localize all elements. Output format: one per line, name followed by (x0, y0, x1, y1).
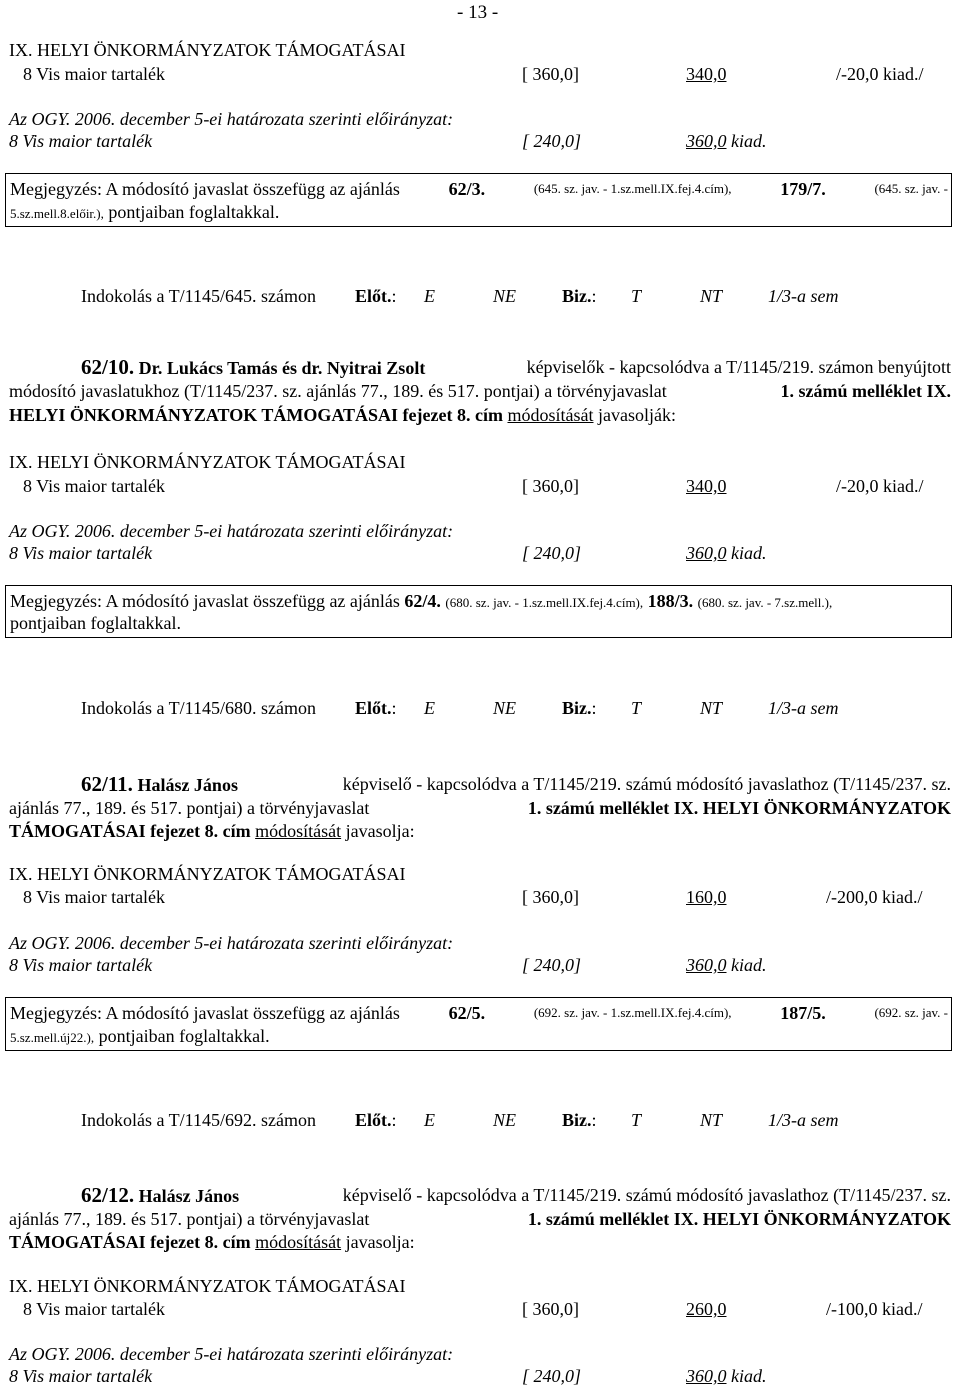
indokolas-row: Indokolás a T/1145/645. számon Előt.: E NE Biz.: T NT 1/3-a sem (81, 286, 839, 306)
amount-new: 260,0 (686, 1299, 727, 1319)
amendment-intro-text: ajánlás 77., 189. és 517. pontjai) a törvényjavaslat (9, 798, 370, 818)
ogy-bracket: [ 240,0] (522, 131, 582, 151)
vote-ne: NE (493, 286, 517, 306)
vote-sem: 1/3-a sem (768, 698, 839, 718)
section-heading: IX. HELYI ÖNKORMÁNYZATOK TÁMOGATÁSAI (9, 452, 406, 472)
ogy-amount: 360,0 (686, 955, 727, 975)
note-text: pontjaiban foglaltakkal. (10, 613, 181, 633)
vote-t: T (631, 1110, 642, 1130)
vote-ne: NE (493, 1110, 517, 1130)
amount-change: /-20,0 kiad./ (836, 64, 924, 84)
amendment-intro-line-3 (9, 820, 415, 842)
ogy-label: Az OGY. 2006. december 5-ei határozata szerinti előirányzat: (9, 521, 454, 541)
amendment-intro-text: képviselők - kapcsolódva a T/1145/219. számon benyújtott (526, 357, 951, 377)
indokolas-row: Indokolás a T/1145/692. számon Előt.: E NE Biz.: T NT 1/3-a sem (81, 1110, 839, 1130)
note-line-1 (10, 178, 948, 200)
note-detail: (645. sz. jav. - 1.sz.mell.IX.fej.4.cím), (533, 181, 732, 196)
amount-change: /-20,0 kiad./ (836, 476, 924, 496)
note-line-2 (10, 201, 279, 225)
note-detail: (680. sz. jav. - 7.sz.mell.), (697, 595, 833, 610)
note-detail: (692. sz. jav. - 1.sz.mell.IX.fej.4.cím), (533, 1005, 732, 1020)
amendment-number: 62/12. (81, 1183, 135, 1207)
note-ref: 188/3. (647, 591, 694, 611)
amendment-intro-text: képviselő - kapcsolódva a T/1145/219. számú módosító javaslathoz (T/1145/237. sz. (342, 774, 951, 794)
biz-label: Biz. (562, 1110, 592, 1130)
ogy-amount: 360,0 (686, 1366, 727, 1386)
amendment-intro-text: javasolja: (345, 1232, 415, 1252)
ogy-label: Az OGY. 2006. december 5-ei határozata szerinti előirányzat: (9, 109, 454, 129)
amendment-intro-bold: TÁMOGATÁSAI fejezet 8. cím (9, 821, 251, 841)
ogy-suffix: kiad. (731, 543, 767, 563)
note-box (5, 585, 952, 638)
ogy-label: Az OGY. 2006. december 5-ei határozata szerinti előirányzat: (9, 933, 454, 953)
amendment-intro-bold: 1. számú melléklet IX. HELYI ÖNKORMÁNYZATOK (527, 798, 951, 818)
vote-nt: NT (700, 698, 723, 718)
ogy-row (9, 130, 951, 152)
ogy-row (9, 954, 951, 976)
amendment-authors: Halász János (138, 1186, 240, 1206)
section-heading: IX. HELYI ÖNKORMÁNYZATOK TÁMOGATÁSAI (9, 864, 406, 884)
amendment-intro-line-3 (9, 404, 676, 426)
section-heading: IX. HELYI ÖNKORMÁNYZATOK TÁMOGATÁSAI (9, 1276, 406, 1296)
note-ref: 62/3. (448, 179, 486, 199)
amendment-intro-text: ajánlás 77., 189. és 517. pontjai) a törvényjavaslat (9, 1209, 370, 1229)
ogy-amount: 360,0 (686, 543, 727, 563)
note-line-1 (10, 590, 832, 614)
amendment-intro-line-2 (9, 380, 951, 402)
note-text: Megjegyzés: A módosító javaslat összefügg az ajánlás (10, 591, 400, 611)
amount-new: 160,0 (686, 887, 727, 907)
note-line-2 (10, 1025, 270, 1049)
amendment-intro-underline: módosítását (255, 821, 342, 841)
indokolas-text: Indokolás a T/1145/692. számon (81, 1110, 316, 1130)
note-text: pontjaiban foglaltakkal. (98, 1026, 270, 1046)
note-text: Megjegyzés: A módosító javaslat összefügg az ajánlás (10, 179, 400, 199)
note-detail: (680. sz. jav. - 1.sz.mell.IX.fej.4.cím), (445, 595, 644, 610)
ogy-row (9, 1365, 951, 1387)
line-item-label: 8 Vis maior tartalék (9, 131, 153, 151)
amendment-intro-line-1 (81, 1184, 951, 1207)
amount-new: 340,0 (686, 64, 727, 84)
elot-label: Előt. (355, 698, 392, 718)
note-detail: 5.sz.mell.új22.), (10, 1030, 95, 1045)
elot-label: Előt. (355, 286, 392, 306)
note-detail: (692. sz. jav. - (874, 1005, 948, 1020)
vote-ne: NE (493, 698, 517, 718)
amount-change: /-200,0 kiad./ (826, 887, 923, 907)
vote-nt: NT (700, 286, 723, 306)
vote-e: E (424, 286, 435, 306)
note-text: Megjegyzés: A módosító javaslat összefügg az ajánlás (10, 1003, 400, 1023)
ogy-bracket: [ 240,0] (522, 955, 582, 975)
vote-t: T (631, 698, 642, 718)
amendment-intro-bold: TÁMOGATÁSAI fejezet 8. cím (9, 1232, 251, 1252)
line-item-label: 8 Vis maior tartalék (9, 543, 153, 563)
amount-bracket: [ 360,0] (522, 887, 579, 907)
line-item-row (9, 475, 951, 497)
amount-change: /-100,0 kiad./ (826, 1299, 923, 1319)
amendment-intro-text: módosító javaslatukhoz (T/1145/237. sz. ajánlás 77., 189. és 517. pontjai) a törvényjavaslat (9, 381, 667, 401)
vote-nt: NT (700, 1110, 723, 1130)
note-box (5, 173, 952, 227)
vote-sem: 1/3-a sem (768, 1110, 839, 1130)
note-box (5, 997, 952, 1051)
section-heading: IX. HELYI ÖNKORMÁNYZATOK TÁMOGATÁSAI (9, 40, 406, 60)
note-detail: (645. sz. jav. - (874, 181, 948, 196)
indokolas-text: Indokolás a T/1145/645. számon (81, 286, 316, 306)
indokolas-row: Indokolás a T/1145/680. számon Előt.: E NE Biz.: T NT 1/3-a sem (81, 698, 839, 718)
amendment-authors: Dr. Lukács Tamás és dr. Nyitrai Zsolt (138, 358, 426, 378)
note-ref: 62/5. (448, 1003, 486, 1023)
ogy-row (9, 542, 951, 564)
amendment-intro-bold: 1. számú melléklet IX. HELYI ÖNKORMÁNYZATOK (527, 1209, 951, 1229)
line-item-label: 8 Vis maior tartalék (9, 1366, 153, 1386)
amount-bracket: [ 360,0] (522, 64, 579, 84)
amendment-intro-underline: módosítását (507, 405, 594, 425)
vote-e: E (424, 698, 435, 718)
ogy-suffix: kiad. (731, 955, 767, 975)
page-number: - 13 - (457, 2, 499, 23)
amendment-number: 62/10. (81, 355, 135, 379)
line-item-row (9, 886, 951, 908)
note-ref: 62/4. (404, 591, 441, 611)
line-item-label: 8 Vis maior tartalék (23, 476, 166, 496)
note-line-1 (10, 1002, 948, 1024)
biz-label: Biz. (562, 698, 592, 718)
vote-e: E (424, 1110, 435, 1130)
elot-label: Előt. (355, 1110, 392, 1130)
line-item-label: 8 Vis maior tartalék (23, 64, 166, 84)
ogy-bracket: [ 240,0] (522, 1366, 582, 1386)
amendment-intro-bold: HELYI ÖNKORMÁNYZATOK TÁMOGATÁSAI fejezet 8. cím (9, 405, 503, 425)
biz-label: Biz. (562, 286, 592, 306)
amendment-intro-text: javasolja: (345, 821, 415, 841)
line-item-label: 8 Vis maior tartalék (23, 1299, 166, 1319)
ogy-label: Az OGY. 2006. december 5-ei határozata szerinti előirányzat: (9, 1344, 454, 1364)
ogy-suffix: kiad. (731, 1366, 767, 1386)
note-text: pontjaiban foglaltakkal. (108, 202, 280, 222)
amendment-intro-line-2 (9, 1208, 951, 1230)
note-ref: 187/5. (780, 1003, 826, 1023)
ogy-amount: 360,0 (686, 131, 727, 151)
amount-bracket: [ 360,0] (522, 476, 579, 496)
amendment-intro-line-3 (9, 1231, 415, 1253)
amendment-intro-underline: módosítását (255, 1232, 342, 1252)
amendment-intro-line-1 (81, 356, 951, 379)
line-item-row (9, 63, 951, 85)
note-detail: 5.sz.mell.8.előir.), (10, 206, 104, 221)
line-item-label: 8 Vis maior tartalék (23, 887, 166, 907)
ogy-bracket: [ 240,0] (522, 543, 582, 563)
amendment-intro-line-1 (81, 773, 951, 796)
ogy-suffix: kiad. (731, 131, 767, 151)
amendment-authors: Halász János (137, 775, 238, 795)
indokolas-text: Indokolás a T/1145/680. számon (81, 698, 316, 718)
line-item-row (9, 1298, 951, 1320)
vote-sem: 1/3-a sem (768, 286, 839, 306)
note-line-2 (10, 612, 181, 634)
amount-new: 340,0 (686, 476, 727, 496)
amendment-intro-line-2 (9, 797, 951, 819)
amendment-intro-text: javasolják: (597, 405, 676, 425)
amendment-number: 62/11. (81, 772, 133, 796)
note-ref: 179/7. (780, 179, 826, 199)
line-item-label: 8 Vis maior tartalék (9, 955, 153, 975)
vote-t: T (631, 286, 642, 306)
amendment-intro-text: képviselő - kapcsolódva a T/1145/219. számú módosító javaslathoz (T/1145/237. sz. (342, 1185, 951, 1205)
amendment-intro-bold: 1. számú melléklet IX. (780, 381, 951, 401)
amount-bracket: [ 360,0] (522, 1299, 579, 1319)
